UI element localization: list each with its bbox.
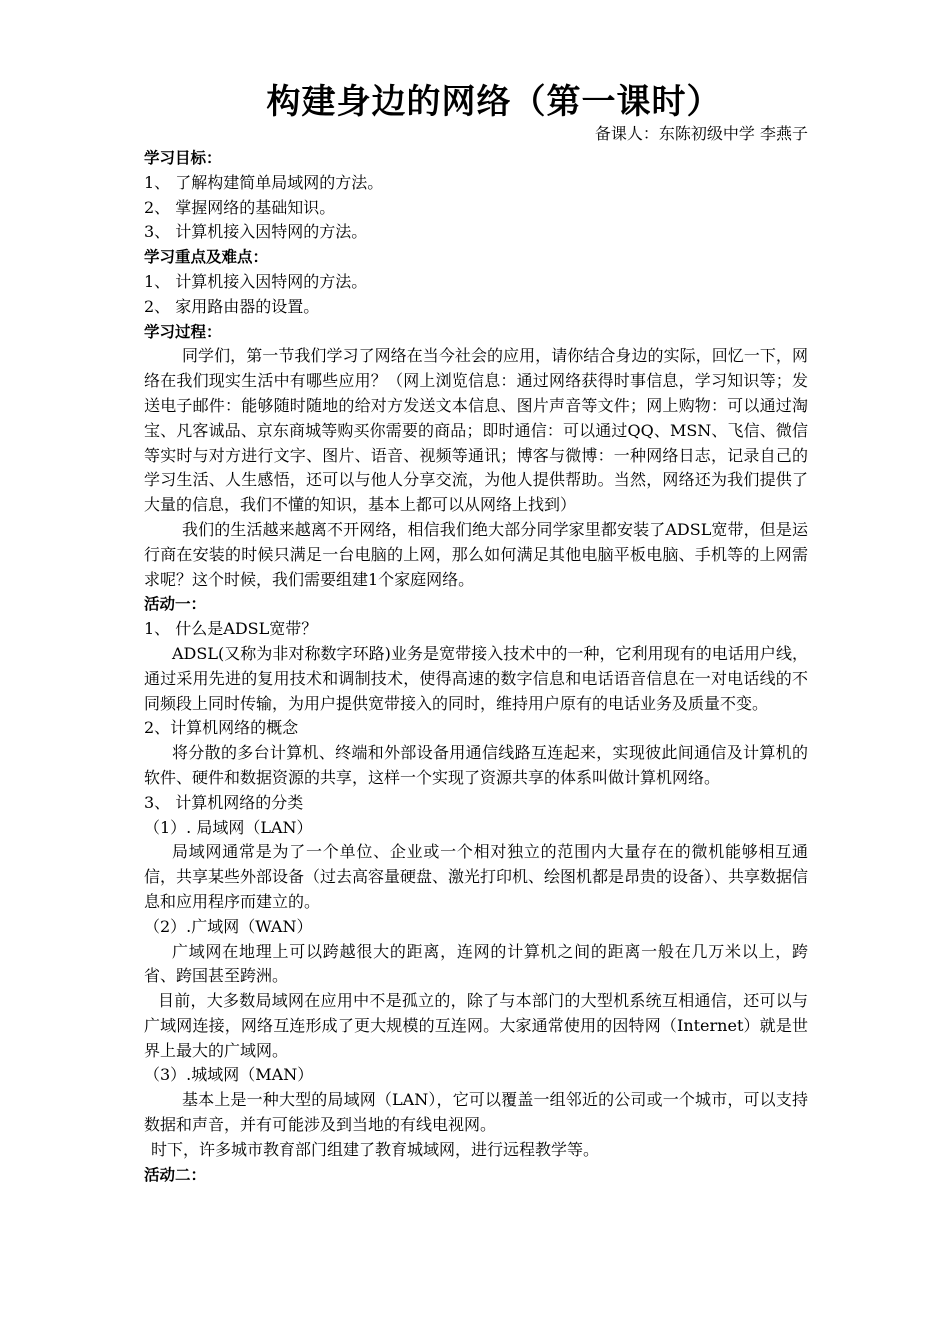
wan-paragraph-2: 目前，大多数局域网在应用中不是孤立的，除了与本部门的大型机系统互相通信，还可以与广域网连接，网络互连形成了更大规模的互连网。大家通常使用的因特网（Internet）就是世界上最大的广域网。 xyxy=(144,991,808,1060)
man-heading: （3）.城域网（MAN） xyxy=(144,1065,314,1085)
wan-heading: （2）.广域网（WAN） xyxy=(144,916,313,936)
adsl-question: 1、 什么是ADSL宽带？ xyxy=(144,619,318,639)
activity2-heading: 活动二： xyxy=(144,1165,207,1184)
man-paragraph: 基本上是一种大型的局域网（LAN），它可以覆盖一组邻近的公司或一个城市，可以支持数据和声音，并有可能涉及到当地的有线电视网。 xyxy=(144,1090,808,1135)
author-line: 备课人：东陈初级中学 李燕子 xyxy=(594,124,808,143)
adsl-paragraph: ADSL(又称为非对称数字环路)业务是宽带接入技术中的一种，它利用现有的电话用户线，通过采用先进的复用技术和调制技术，使得高速的数字信息和电话语音信息在一对电话线的不同频段上同时传输，为用户提供宽带接入的同时，维持用户原有的电话业务及质量不变。 xyxy=(144,643,808,713)
process-heading: 学习过程： xyxy=(144,322,222,341)
objective-item: 2、 掌握网络的基础知识。 xyxy=(144,197,336,217)
objective-item: 3、 计算机接入因特网的方法。 xyxy=(144,222,368,242)
key-point-item: 2、 家用路由器的设置。 xyxy=(144,296,320,316)
wan-paragraph: 广域网在地理上可以跨越很大的距离，连网的计算机之间的距离一般在几万米以上，跨省、跨国甚至跨洲。 xyxy=(144,941,808,986)
activity1-heading: 活动一： xyxy=(144,595,207,614)
process-paragraph: 同学们，第一节我们学习了网络在当今社会的应用，请你结合身边的实际，回忆一下，网络在我们现实生活中有哪些应用？（网上浏览信息：通过网络获得时事信息，学习知识等；发送电子邮件：能够随时随地的给对方发送文本信息、图片声音等文件；网上购物：可以通过淘宝、凡客诚品、京东商城等购买你需要的商品；即时通信：可以通过QQ、MSN、飞信、微信等实时与对方进行文字、图片、语音、视频等通讯；博客与微博：一种网络日志，记录自己的学习生活、人生感悟，还可以与他人分享交流，为他人提供帮助。当然，网络还为我们提供了大量的信息，我们不懂的知识，基本上都可以从网络上找到） xyxy=(144,346,808,515)
lan-heading: （1）. 局域网（LAN） xyxy=(144,817,313,837)
process-paragraph: 我们的生活越来越离不开网络，相信我们绝大部分同学家里都安装了ADSL宽带，但是运行商在安装的时候只满足一台电脑的上网，那么如何满足其他电脑平板电脑、手机等的上网需求呢？这个时候，我们需要组建1个家庭网络。 xyxy=(144,519,808,589)
network-concept-heading: 2、计算机网络的概念 xyxy=(144,718,299,738)
key-points-heading: 学习重点及难点： xyxy=(144,248,269,267)
document-title: 构建身边的网络（第一课时） xyxy=(266,82,722,122)
network-concept-paragraph: 将分散的多台计算机、终端和外部设备用通信线路互连起来，实现彼此间通信及计算机的软件、硬件和数据资源的共享，这样一个实现了资源共享的体系叫做计算机网络。 xyxy=(144,743,808,787)
man-paragraph-2: 时下，许多城市教育部门组建了教育城域网，进行远程教学等。 xyxy=(151,1139,600,1159)
document-page xyxy=(144,78,808,1187)
lan-paragraph: 局域网通常是为了一个单位、企业或一个相对独立的范围内大量存在的微机能够相互通信，共享某些外部设备（过去高容量硬盘、激光打印机、绘图机都是昂贵的设备）、共享数据信息和应用程序而建立的。 xyxy=(144,842,809,911)
objectives-heading: 学习目标： xyxy=(144,149,222,167)
network-types-heading: 3、 计算机网络的分类 xyxy=(144,792,304,812)
objective-item: 1、 了解构建简单局域网的方法。 xyxy=(144,172,384,192)
key-point-item: 1、 计算机接入因特网的方法。 xyxy=(144,271,368,291)
